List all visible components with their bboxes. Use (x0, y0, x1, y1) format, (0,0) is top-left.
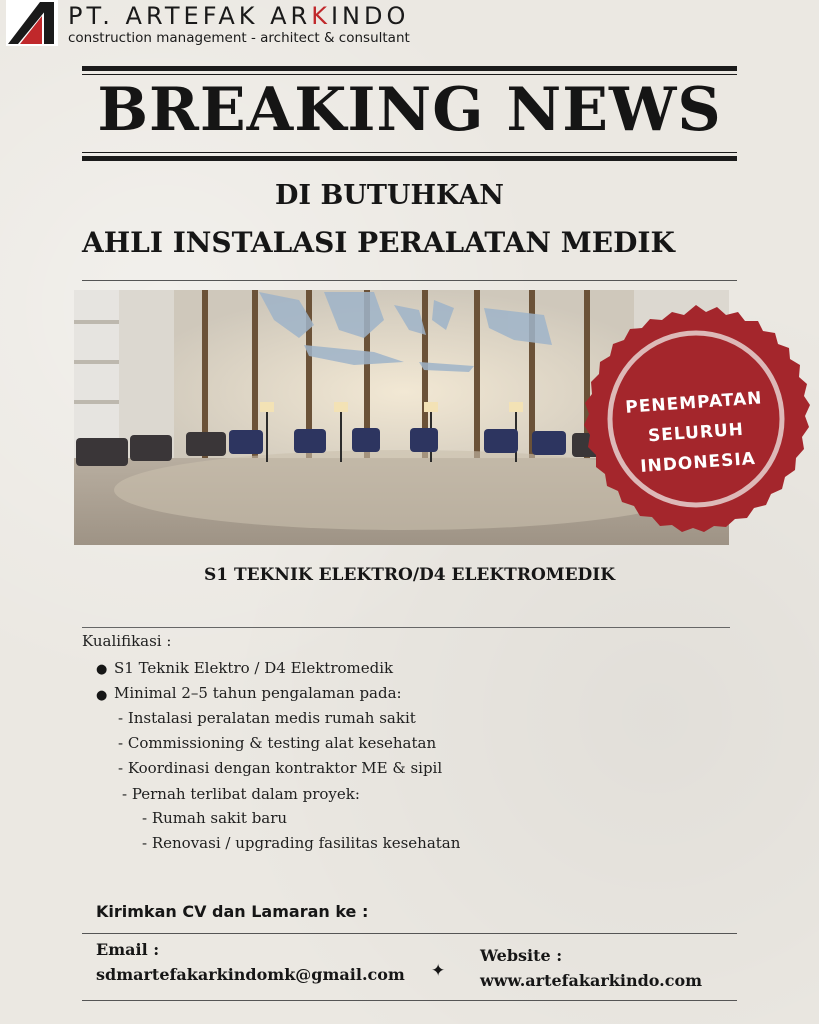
stamp-text (571, 380, 819, 487)
project-item-2: - Renovasi / upgrading fasilitas kesehatan (142, 834, 461, 852)
experience-item-3: - Koordinasi dengan kontraktor ME & sipil (118, 759, 443, 777)
stamp-line-1: PENEMPATAN (624, 388, 764, 418)
headline: BREAKING NEWS (97, 75, 722, 145)
qualification-item-1: S1 Teknik Elektro / D4 Elektromedik (114, 659, 394, 677)
experience-item-4: - Pernah terlibat dalam proyek: (122, 785, 360, 803)
website-label: Website : (480, 946, 563, 965)
qualification-item-2: Minimal 2–5 tahun pengalaman pada: (114, 684, 402, 702)
qualifications-heading: Kualifikasi : (82, 632, 172, 650)
subheadline-line1: DI BUTUHKAN (275, 180, 504, 211)
sparkle-icon: ✦ (431, 961, 446, 981)
experience-item-1: - Instalasi peralatan medis rumah sakit (118, 709, 416, 727)
experience-item-2: - Commissioning & testing alat kesehatan (118, 734, 437, 752)
project-item-1: - Rumah sakit baru (142, 809, 288, 827)
position-title: S1 TEKNIK ELEKTRO/D4 ELEKTROMEDIK (204, 565, 615, 585)
company-tagline: construction management - architect & consultant (68, 30, 410, 46)
website-url[interactable]: www.artefakarkindo.com (480, 971, 703, 990)
bullet-dot-2: ● (96, 688, 108, 703)
headline-rule-bottom (82, 156, 737, 161)
qual-rule (82, 627, 730, 628)
company-logo (6, 0, 58, 46)
bullet-dot-1: ● (96, 662, 108, 677)
headline-rule-bottom-thin (82, 152, 737, 153)
contact-rule-bottom (82, 1000, 737, 1001)
stamp-line-2: SELURUH (647, 419, 745, 447)
stamp-line-3: INDONESIA (639, 448, 757, 477)
email-label: Email : (96, 940, 160, 959)
company-name: PT. ARTEFAK ARKINDO (68, 2, 410, 30)
apply-cta: Kirimkan CV dan Lamaran ke : (96, 902, 369, 921)
sub-rule (82, 280, 737, 281)
email-address[interactable]: sdmartefakarkindomk@gmail.com (96, 965, 405, 984)
subheadline-line2: AHLI INSTALASI PERALATAN MEDIK (82, 226, 675, 259)
contact-rule-top (82, 933, 737, 934)
